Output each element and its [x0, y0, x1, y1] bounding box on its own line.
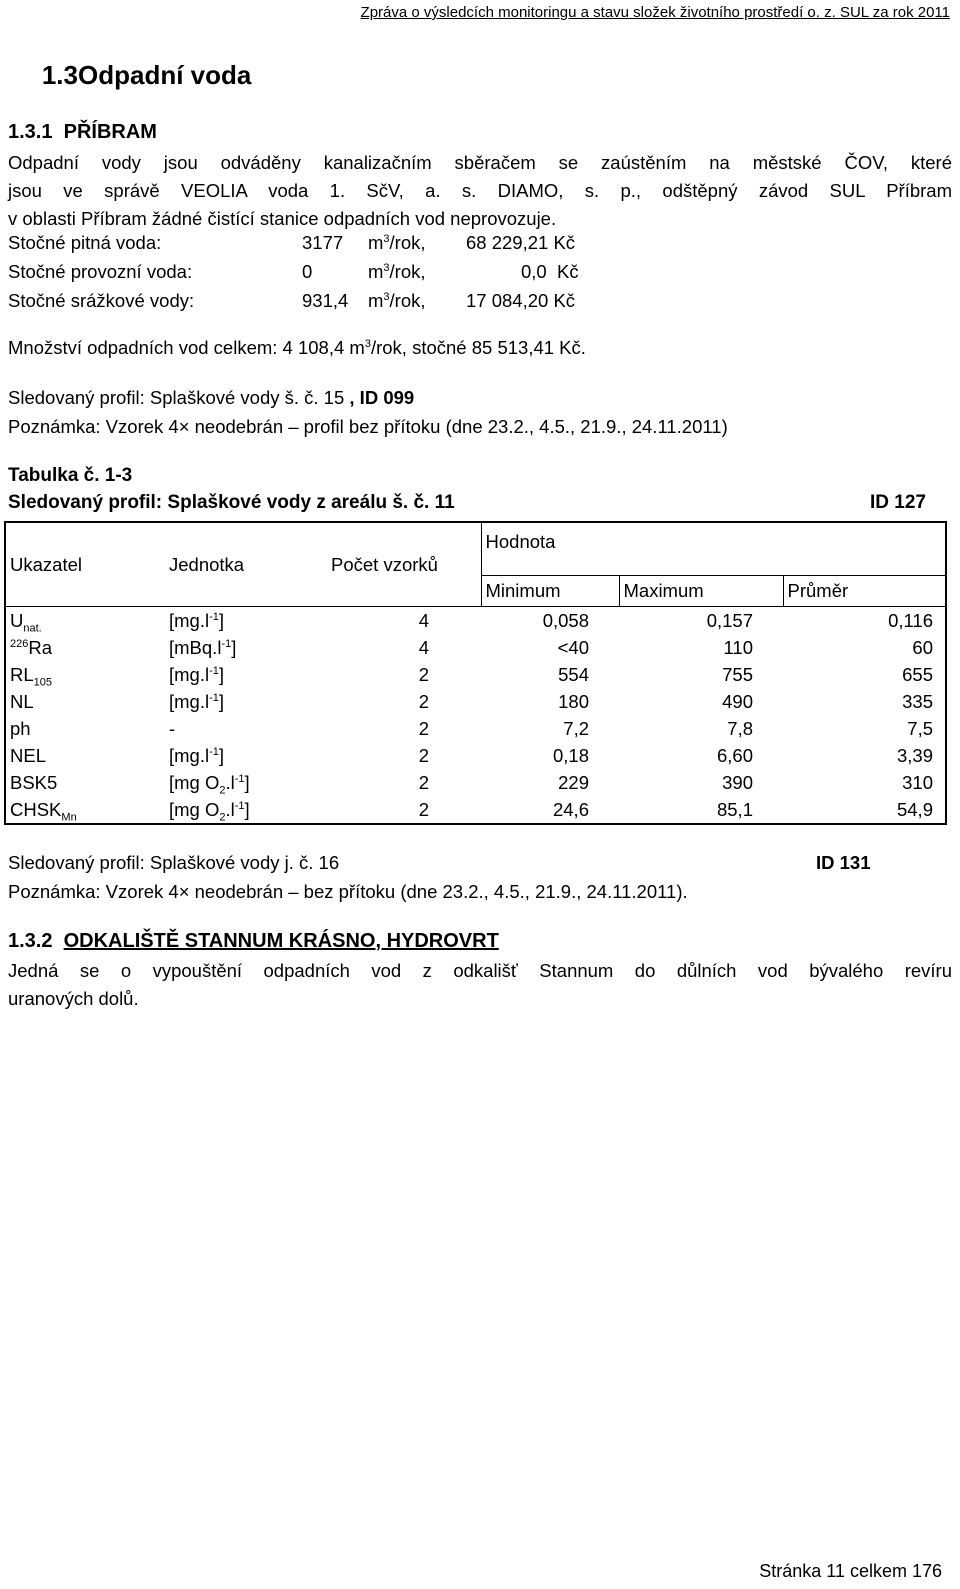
- cell-min: 554: [558, 663, 589, 685]
- table-row: [6, 715, 945, 742]
- subsection-heading-pribram: [8, 121, 157, 144]
- sewer-cost: 0,0 Kč: [521, 261, 579, 282]
- cell-ukazatel: NL: [10, 690, 34, 712]
- cell-avg: 310: [902, 771, 933, 793]
- cell-max: 85,1: [716, 798, 753, 820]
- cell-ukazatel: $^{226}$Ra: [10, 636, 53, 658]
- subsection-heading-stannum: [8, 930, 499, 953]
- sewer-row: Stočné pitná voda:: [8, 232, 162, 253]
- cell-pocet: 2: [418, 744, 429, 766]
- cell-max: 390: [722, 771, 753, 793]
- sewer-volume: 3177: [302, 232, 344, 253]
- cell-jednotka: $[mBq.l^{-1}]$: [169, 636, 237, 658]
- cell-pocet: 4: [418, 609, 429, 631]
- cell-avg: 54,9: [896, 798, 933, 820]
- cell-avg: 60: [912, 636, 933, 658]
- subsection-title: ODKALIŠTĚ STANNUM KRÁSNO, HYDROVRT: [63, 930, 499, 952]
- sewer-volume: 931,4: [302, 290, 349, 311]
- cell-jednotka: [mg $O_2.l^{-1}$]: [169, 798, 250, 824]
- paragraph-stannum: [8, 960, 952, 1016]
- table-row: [6, 688, 945, 715]
- profile-16-note: Poznámka: Vzorek 4× neodebrán – bez přítoku (dne 23.2., 4.5., 21.9., 24.11.2011).: [8, 881, 688, 902]
- sewer-volume: 0: [302, 261, 313, 282]
- sewer-row: Stočné srážkové vody:: [8, 290, 195, 311]
- sewer-unit: $m^3$/rok,: [368, 232, 426, 253]
- cell-max: 6,60: [716, 744, 753, 766]
- cell-avg: 7,5: [907, 717, 933, 739]
- paragraph-line: uranových dolů.: [8, 988, 139, 1009]
- header-jednotka: Jednotka: [165, 523, 327, 607]
- cell-jednotka: -: [169, 717, 176, 739]
- cell-avg: 0,116: [888, 609, 933, 631]
- section-heading: [8, 60, 251, 91]
- table-row: [6, 634, 945, 661]
- paragraph-line: Odpadní vody jsou odváděny kanalizačním sběračem se zaústěním na městské ČOV, které: [8, 152, 952, 173]
- header-ukazatel: Ukazatel: [6, 523, 165, 607]
- cell-ukazatel: $U_{nat.}$: [10, 609, 42, 635]
- section-title: Odpadní voda: [78, 60, 252, 90]
- paragraph-line: jsou ve správě VEOLIA voda 1. SčV, a. s. DIAMO, s. p., odštěpný závod SUL Příbram: [8, 180, 952, 201]
- table-caption: Tabulka č. 1-3: [8, 465, 133, 486]
- cell-min: 180: [558, 690, 589, 712]
- cell-pocet: 4: [418, 636, 429, 658]
- page-footer: Stránka 11 celkem 176: [759, 1561, 942, 1581]
- header-avg: Průměr: [783, 576, 945, 607]
- cell-max: 110: [723, 636, 753, 658]
- subsection-number: 1.3.2: [8, 930, 53, 952]
- paragraph-line: v oblasti Příbram žádné čistící stanice odpadních vod neprovozuje.: [8, 208, 557, 229]
- cell-max: 755: [722, 663, 753, 685]
- profile-16-line: Sledovaný profil: Splaškové vody j. č. 16: [8, 852, 340, 873]
- cell-min: 24,6: [552, 798, 589, 820]
- cell-ukazatel: NEL: [10, 744, 46, 766]
- table-row: [6, 742, 945, 769]
- paragraph-line: Jedná se o vypouštění odpadních vod z odkališť Stannum do důlních vod bývalého revíru: [8, 960, 952, 981]
- cell-pocet: 2: [418, 690, 429, 712]
- header-min: Minimum: [481, 576, 619, 607]
- table-row: [6, 796, 945, 823]
- cell-avg: 3,39: [896, 744, 933, 766]
- cell-pocet: 2: [418, 798, 429, 820]
- table-id: ID 127: [870, 492, 926, 513]
- cell-pocet: 2: [418, 663, 429, 685]
- header-pocet: Počet vzorků: [327, 523, 481, 607]
- cell-max: 490: [722, 690, 753, 712]
- sewer-cost: 68 229,21 Kč: [466, 232, 576, 253]
- cell-ukazatel: ph: [10, 717, 31, 739]
- cell-jednotka: $[mg.l^{-1}]$: [169, 744, 225, 766]
- header-hodnota: Hodnota: [481, 523, 945, 576]
- table-profile: Sledovaný profil: Splaškové vody z areálu š. č. 11: [8, 492, 455, 513]
- profile-16-id: ID 131: [816, 852, 871, 873]
- cell-jednotka: [mg $O_2.l^{-1}$]: [169, 771, 250, 797]
- cell-pocet: 2: [418, 717, 429, 739]
- sewer-row: Stočné provozní voda:: [8, 261, 193, 282]
- profile-15-id: , ID 099: [349, 387, 415, 408]
- cell-ukazatel: $RL_{105}$: [10, 663, 53, 689]
- table-row: [6, 607, 945, 635]
- cell-avg: 655: [902, 663, 933, 685]
- subsection-number: 1.3.1: [8, 121, 53, 143]
- header-max: Maximum: [619, 576, 783, 607]
- table-row: [6, 661, 945, 688]
- results-table: [6, 523, 945, 823]
- cell-jednotka: $[mg.l^{-1}]$: [169, 690, 225, 712]
- running-header: Zpráva o výsledcích monitoringu a stavu složek životního prostředí o. z. SUL za rok 2011: [360, 4, 950, 21]
- cell-ukazatel: BSK5: [10, 771, 58, 793]
- cell-min: 0,18: [552, 744, 589, 766]
- cell-pocet: 2: [418, 771, 429, 793]
- section-number: 1.3: [41, 60, 78, 90]
- subsection-title: PŘÍBRAM: [63, 121, 157, 143]
- cell-min: <40: [557, 636, 589, 658]
- cell-min: 0,058: [542, 609, 589, 631]
- cell-ukazatel: $CHSK_{Mn}$: [10, 798, 77, 824]
- table-row: [6, 769, 945, 796]
- sewer-unit: $m^3$/rok,: [368, 261, 426, 282]
- cell-max: 0,157: [706, 609, 753, 631]
- paragraph-pribram: [8, 152, 952, 236]
- cell-avg: 335: [902, 690, 933, 712]
- cell-jednotka: $[mg.l^{-1}]$: [169, 609, 225, 631]
- cell-max: 7,8: [727, 717, 753, 739]
- profile-15-line: Sledovaný profil: Splaškové vody š. č. 15 , ID 099: [8, 387, 415, 408]
- cell-min: 229: [558, 771, 589, 793]
- profile-15-note: Poznámka: Vzorek 4× neodebrán – profil bez přítoku (dne 23.2., 4.5., 21.9., 24.11.2011): [8, 416, 728, 437]
- total-volume: Množství odpadních vod celkem: 4 108,4 $m^3$/rok, stočné 85 513,41 Kč.: [8, 337, 586, 358]
- sewer-unit: $m^3$/rok,: [368, 290, 426, 311]
- cell-min: 7,2: [563, 717, 589, 739]
- sewer-cost: 17 084,20 Kč: [466, 290, 576, 311]
- cell-jednotka: $[mg.l^{-1}]$: [169, 663, 225, 685]
